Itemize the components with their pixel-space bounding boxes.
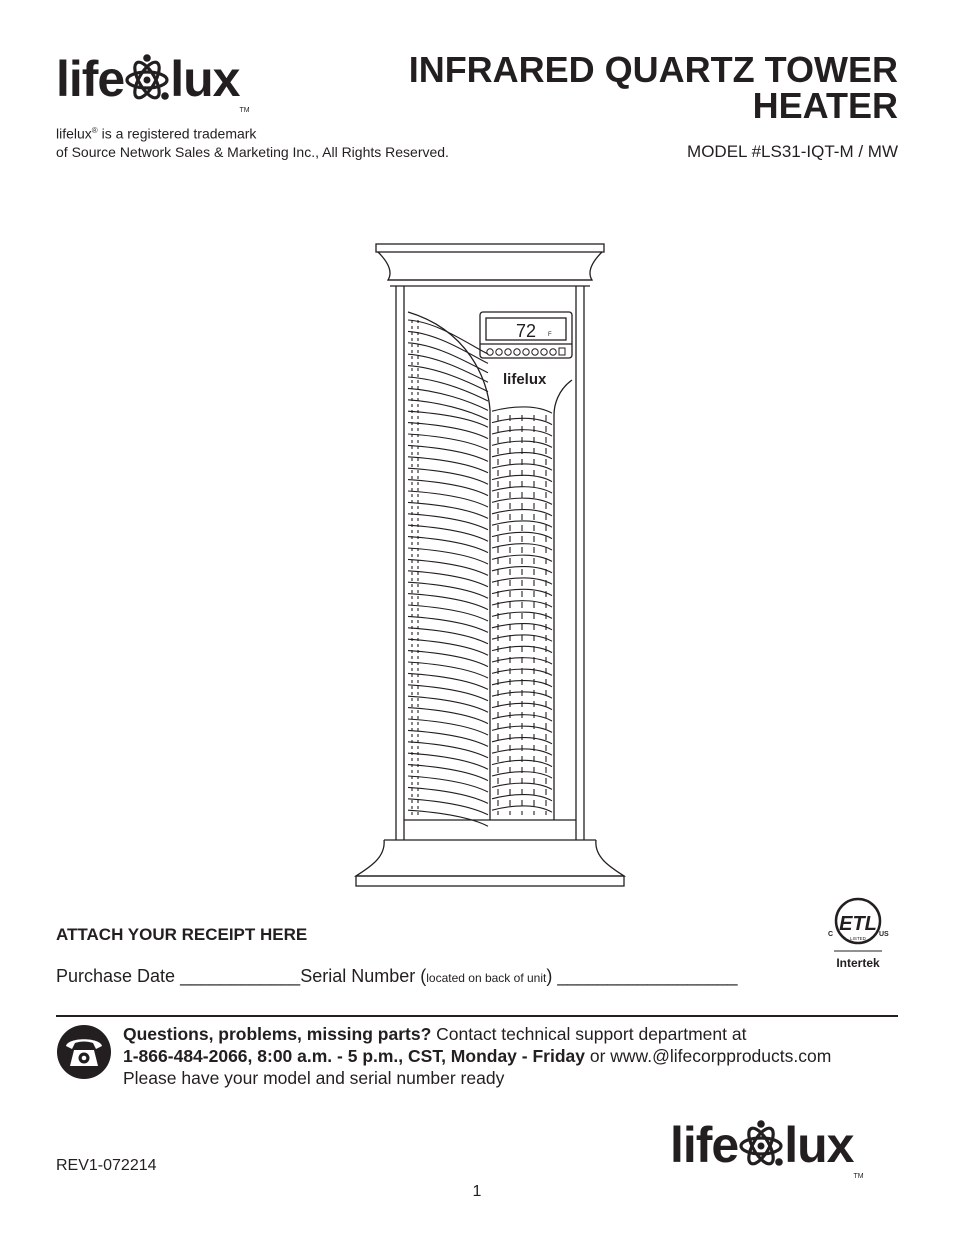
purchase-date-field: Purchase Date ____________ [56, 966, 301, 986]
grille-slat [408, 776, 488, 792]
grille-slat [408, 616, 488, 632]
grille-slat [408, 434, 488, 450]
support-website: or www.@lifecorpproducts.com [584, 1046, 832, 1066]
svg-text:US: US [879, 931, 889, 938]
grille-slat [408, 742, 488, 758]
document-title [338, 49, 898, 126]
grille-slat [408, 491, 488, 507]
grille-slat [408, 787, 488, 803]
brand-logo-bottom [670, 1118, 864, 1180]
atom-icon [738, 1118, 784, 1180]
receipt-fields [56, 966, 738, 987]
telephone-icon [56, 1024, 112, 1085]
heater-display-digits [516, 321, 552, 341]
grille-slat [408, 673, 488, 689]
grille-slat [408, 320, 488, 354]
grille-slat [408, 594, 488, 610]
support-note: Please have your model and serial number ready [123, 1068, 505, 1088]
model-number: MODEL #LS31-IQT-M / MW [687, 142, 898, 161]
grille-slat [408, 651, 488, 667]
grille-slat [408, 753, 488, 769]
grille-slat [408, 468, 488, 484]
grille-slat [408, 708, 488, 724]
grille-slat [408, 696, 488, 712]
grille-slat [408, 514, 488, 530]
grille-slat [408, 662, 488, 678]
grille-slat [408, 765, 488, 781]
grille-slat [408, 799, 488, 815]
grille-slat [492, 475, 552, 481]
page-number: 1 [472, 1183, 482, 1200]
grille-slat [408, 559, 488, 575]
logo-lux-text: lux [170, 51, 240, 108]
section-divider [56, 1015, 898, 1017]
serial-number-field: ) __________________ [546, 966, 738, 986]
grille-slat [408, 480, 488, 496]
grille-slat [408, 400, 488, 420]
grille-slat [408, 719, 488, 735]
logo-life-text: life [670, 1117, 739, 1174]
grille-slat [492, 783, 552, 789]
grille-slat [408, 423, 488, 439]
grille-slat [408, 571, 488, 587]
grille-slat [408, 685, 488, 701]
display-unit: F [548, 332, 552, 338]
heater-brand-label: lifelux [503, 371, 547, 388]
grille-slat [492, 795, 552, 801]
grille-slat [408, 639, 488, 655]
heater-panel-buttons [487, 348, 565, 355]
grille-slat [408, 810, 488, 826]
grille-slat [408, 388, 488, 410]
serial-number-note: located on back of unit [426, 971, 547, 985]
serial-number-label: Serial Number ( [300, 966, 427, 986]
trademark-notice: lifelux® is a registered trademark of Source Network Sales & Marketing Inc., All Rights Reserved. [56, 125, 449, 160]
grille-slat [408, 605, 488, 621]
grille-slat [408, 411, 488, 427]
grille-slat [408, 730, 488, 746]
title-line1: INFRARED QUARTZ TOWER [408, 49, 898, 90]
grille-slat [492, 407, 552, 413]
logo-tm: TM [853, 1173, 864, 1180]
support-phone-hours: 1-866-484-2066, 8:00 a.m. - 5 p.m., CST, Monday - Friday [123, 1046, 585, 1066]
logo-tm: TM [239, 107, 250, 114]
grille-slat [408, 377, 488, 401]
intertek-label: Intertek [836, 956, 880, 970]
grille-slat [408, 548, 488, 564]
logo-life-text: life [56, 51, 125, 108]
receipt-heading: ATTACH YOUR RECEIPT HERE [56, 925, 308, 944]
trademark-line2: of Source Network Sales & Marketing Inc., All Rights Reserved. [56, 143, 449, 160]
grille-slat [408, 525, 488, 541]
display-temp: 72 [516, 321, 537, 341]
grille-slat [408, 628, 488, 644]
atom-icon [124, 52, 170, 114]
svg-text:C: C [828, 931, 834, 938]
logo-lux-text: lux [784, 1117, 854, 1174]
support-question: Questions, problems, missing parts? [123, 1024, 432, 1044]
svg-text:LISTED: LISTED [850, 936, 866, 941]
etl-mark-text: ETL [839, 913, 877, 935]
support-contact: Questions, problems, missing parts? Contact technical support department at 1-866-484-2066, 8:00 a.m. - 5 p.m., CST, Monday - Friday or www.@lifecorpproducts.com Please have your model and serial number ready [123, 1023, 913, 1089]
etl-listed-mark [826, 895, 890, 980]
grille-slat [408, 445, 488, 461]
title-line2: HEATER [752, 85, 898, 126]
heater-illustration [348, 240, 628, 897]
grille-slat [408, 582, 488, 598]
grille-slat [408, 502, 488, 518]
brand-logo-top [56, 52, 250, 114]
grille-slat [408, 457, 488, 473]
heater-drawing [348, 240, 628, 892]
grille-slat [408, 537, 488, 553]
revision-code: REV1-072214 [56, 1157, 157, 1174]
